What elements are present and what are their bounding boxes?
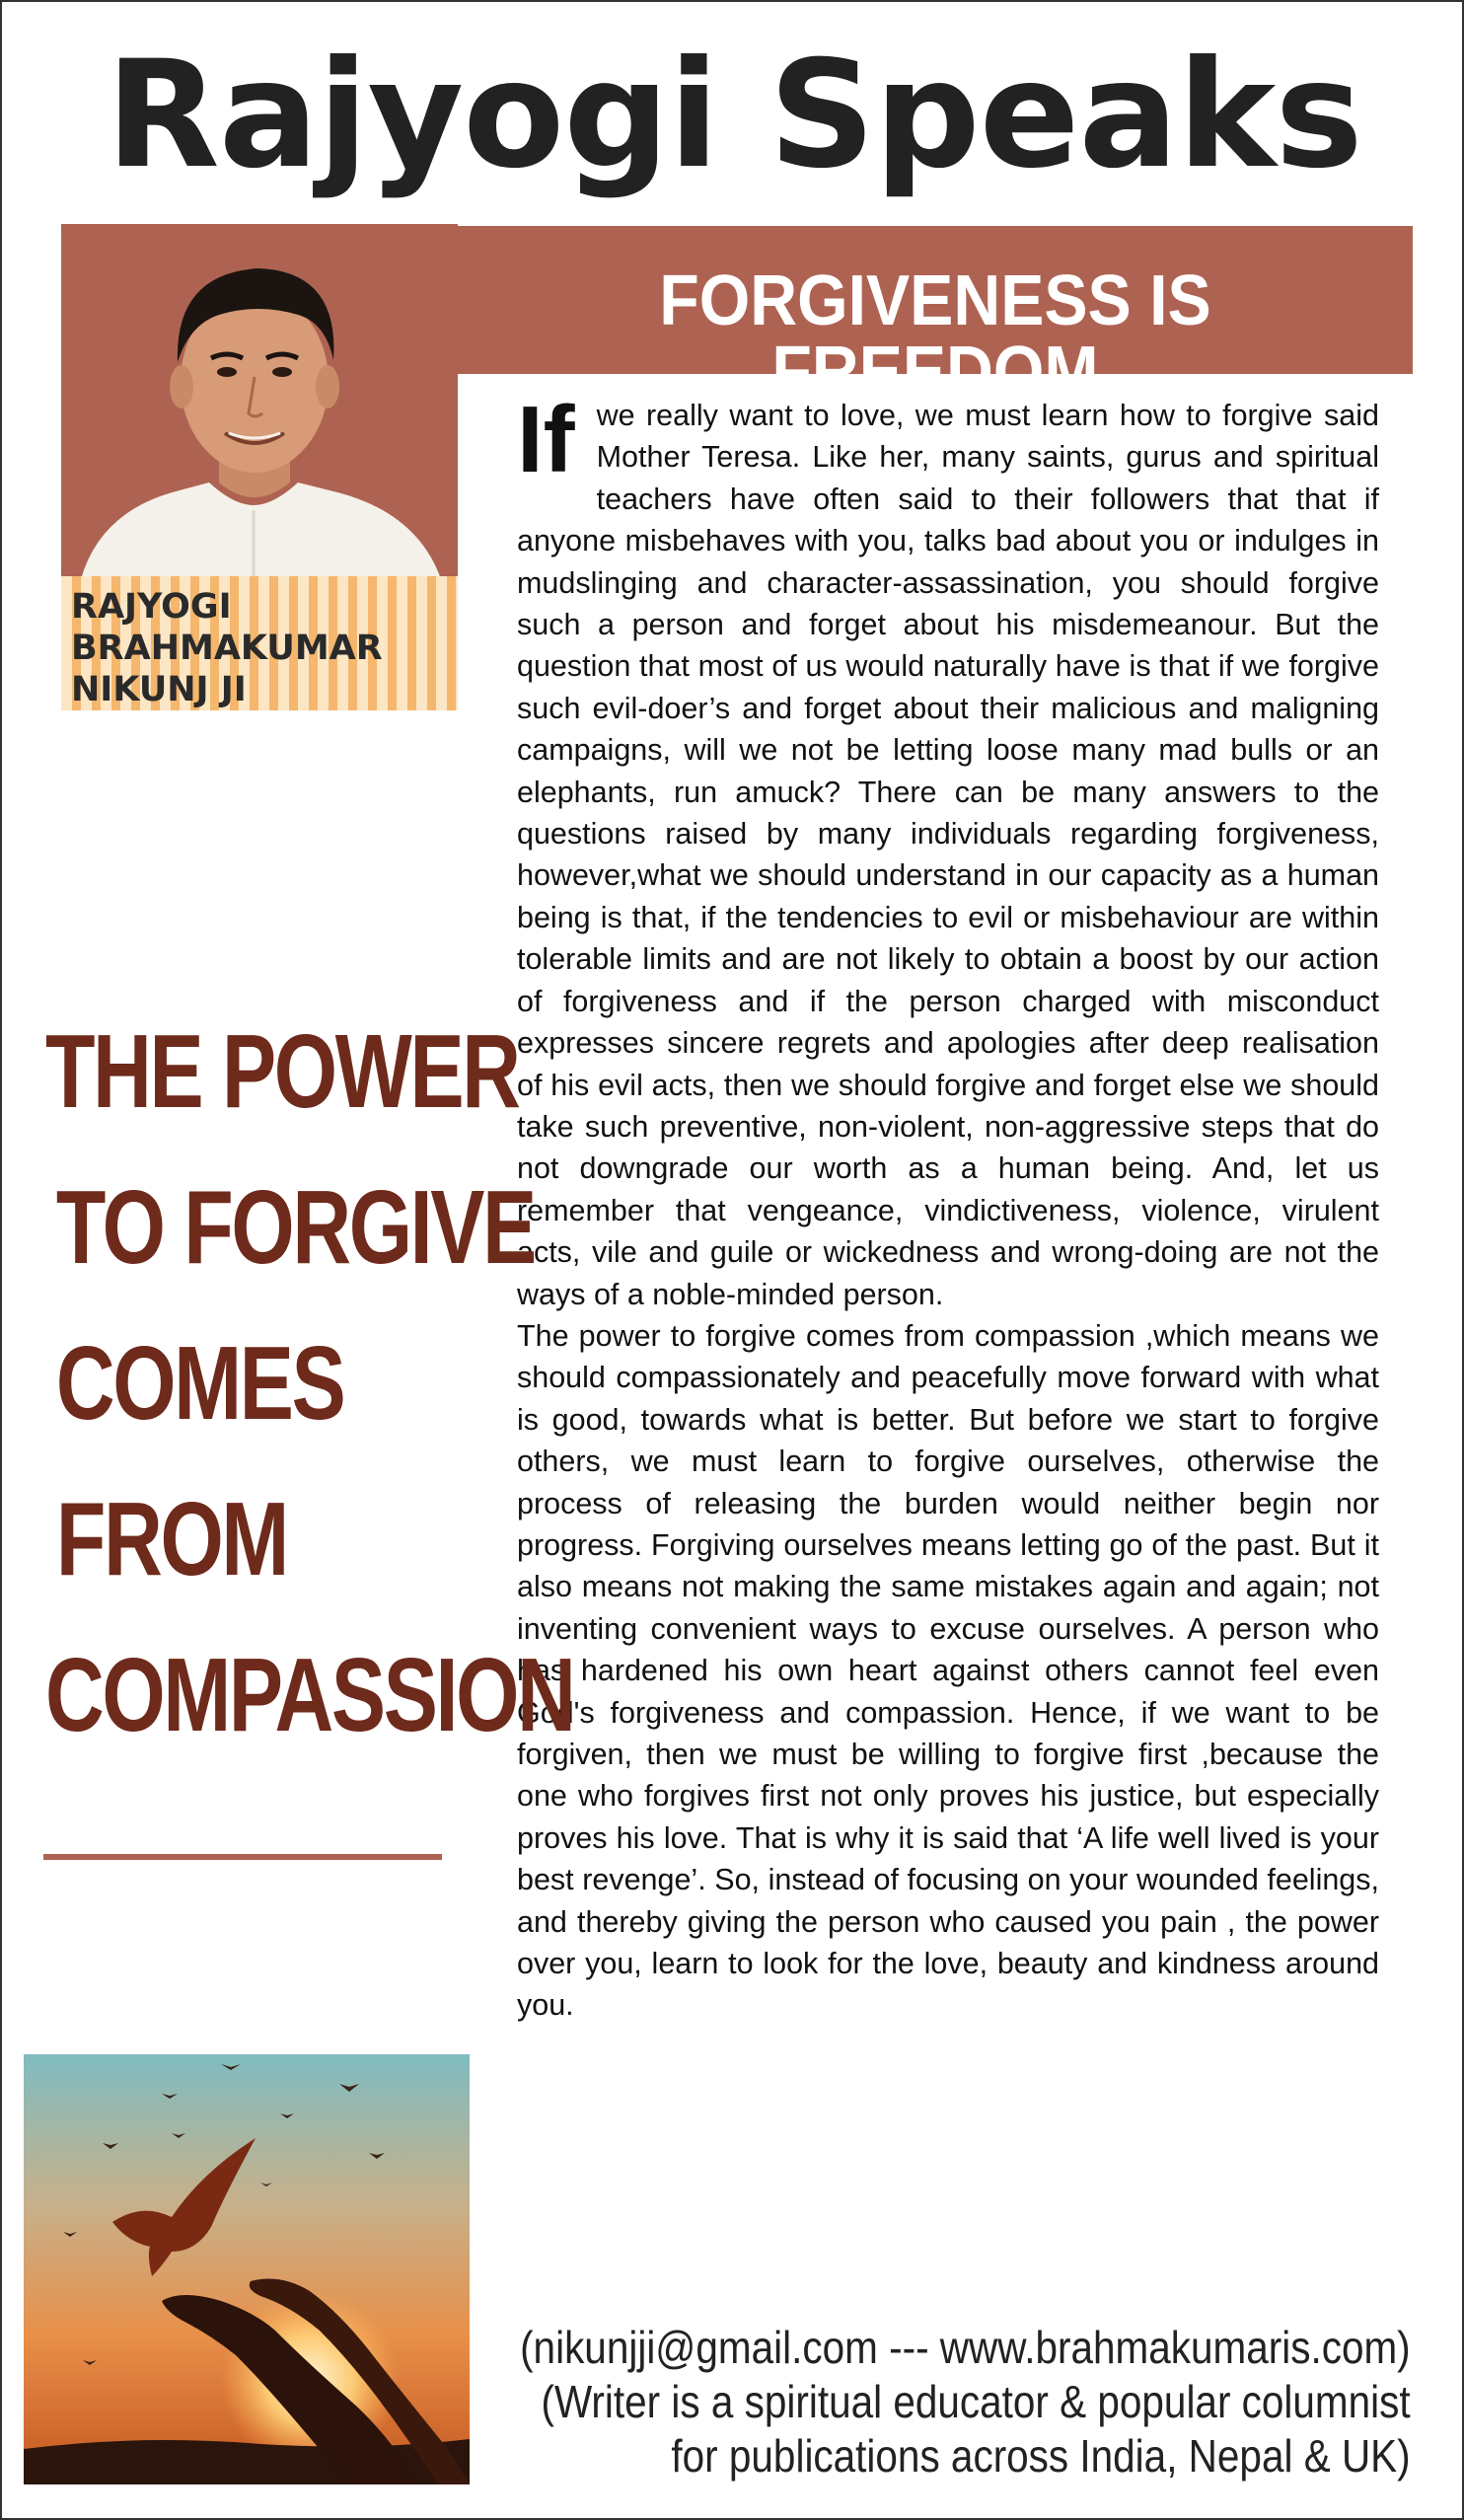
article-paragraph-1 [517, 387, 1379, 1315]
author-photo-block [61, 224, 458, 710]
dropcap: If [517, 387, 575, 492]
footer-bio-line-1: (Writer is a spiritual educator & popular columnist [541, 2376, 1411, 2427]
pull-quote [45, 994, 574, 1773]
author-name-line-2: BRAHMAKUMAR [71, 629, 383, 668]
pull-quote-line-3: COMES [55, 1325, 344, 1442]
author-name-line-3: NIKUNJ JI [71, 670, 247, 709]
pull-quote-line-5: COMPASSION [45, 1637, 574, 1753]
author-name-line-1: RAJYOGI [71, 587, 232, 627]
article-headline: FORGIVENESS IS FREEDOM [659, 261, 1211, 411]
divider [43, 1854, 442, 1860]
article-body [517, 387, 1379, 2027]
footer-bio-line-2: for publications across India, Nepal & UK) [671, 2430, 1411, 2482]
pull-quote-line-1: THE POWER [45, 1013, 519, 1130]
author-portrait [61, 224, 458, 579]
footer-contact: (nikunjji@gmail.com --- www.brahmakumaris.com) [520, 2322, 1411, 2373]
pull-quote-line-4: FROM [55, 1481, 287, 1597]
pull-quote-line-2: TO FORGIVE [55, 1169, 535, 1286]
footer [520, 2321, 1411, 2483]
birds-sunset-image [24, 2054, 470, 2484]
headline-band [458, 226, 1413, 411]
article-paragraph-1-text: we really want to love, we must learn how to forgive said Mother Teresa. Like her, many saints, gurus and spiritual teachers have often said to their followers that that if anyone misbehaves with you, talks bad about you or indulges in mudslinging and character-assassination, you should forgive such a person and forget about his misdemeanour. But the question that most of us would naturally have is that if we forgive such evil-doer’s and forget about their malicious and maligning campaigns, will we not be letting loose many mad bulls or an elephants, run amuck? There can be many answers to the questions raised by many individuals regarding forgiveness, however,what we should understand in our capacity as a human being is that, if the tendencies to evil or misbehaviour are within tolerable limits and are not likely to obtain a boost by our action of forgiveness and if the person charged with misconduct expresses sincere regrets and apologies after deep realisation of his evil acts, then we should forgive and forget else we should take such preventive, non-violent, non-aggressive steps that do not downgrade our worth as a human being. And, let us remember that vengeance, vindictiveness, violence, virulent acts, vile and guile or wickedness and wrong-doing are not the ways of a noble-minded person. [517, 399, 1379, 1311]
author-name-box [61, 576, 458, 710]
article-paragraph-2: The power to forgive comes from compassion ,which means we should compassionately and peacefully move forward with what is good, towards what is better. But before we start to forgive others, we must learn to forgive ourselves, otherwise the process of releasing the burden would neither begin nor progress. Forgiving ourselves means letting go of the past. But it also means not making the same mistakes again and again; not inventing convenient ways to excuse ourselves. A person who has hardened his own heart against others cannot feel even God's forgiveness and compassion. Hence, if we want to be forgiven, then we must be willing to forgive first ,because the one who forgives first not only proves his justice, but especially proves his love. That is why it is said that ‘A life well lived is your best revenge’. So, instead of focusing on your wounded feelings, and thereby giving the person who caused you pain , the power over you, learn to look for the love, beauty and kindness around you. [517, 1318, 1379, 2023]
masthead-title: Rajyogi Speaks [106, 30, 1362, 201]
